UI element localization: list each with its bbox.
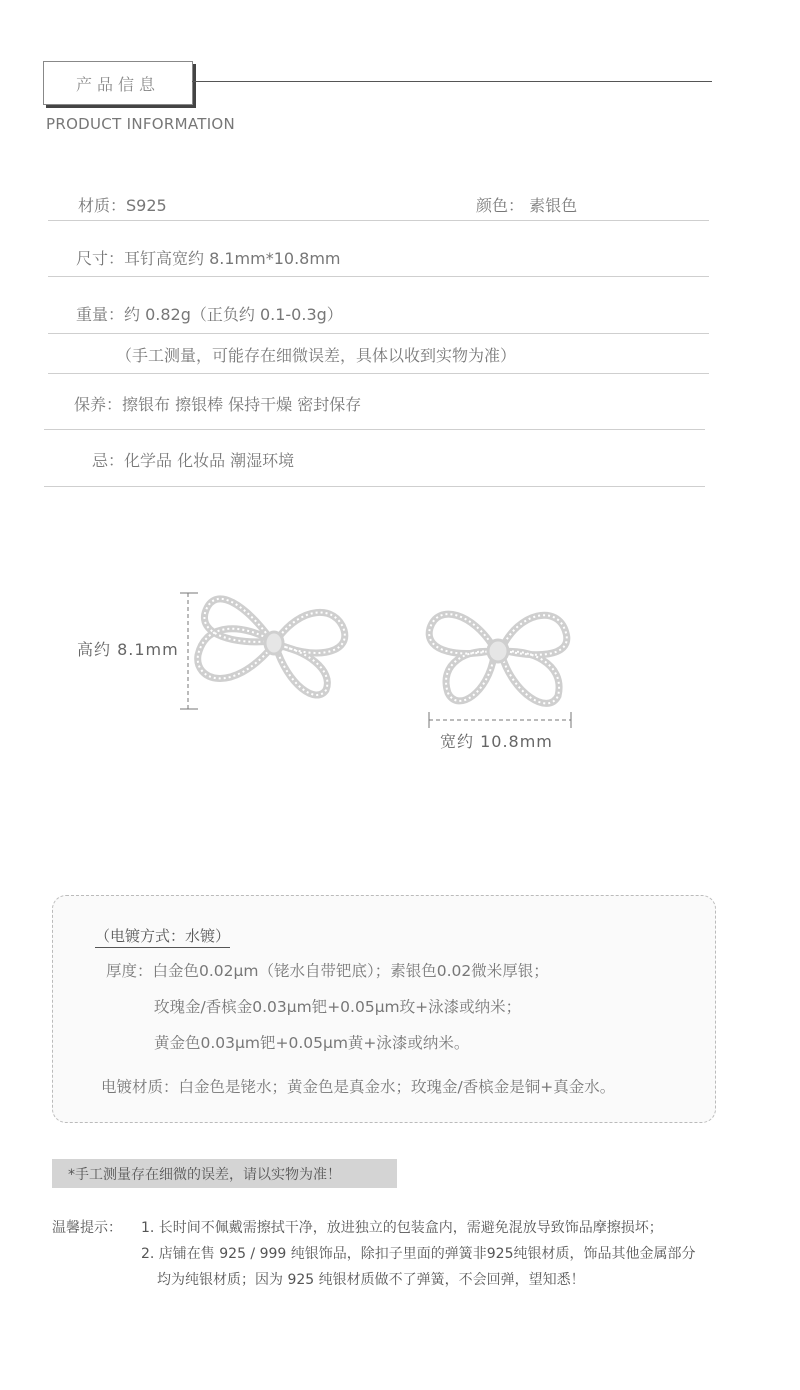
plating-title: （电镀方式：水镀）	[95, 925, 230, 948]
row-divider	[48, 276, 709, 277]
plating-material: 电镀材质：白金色是铑水；黄金色是真金水；玫瑰金/香槟金是铜+真金水。	[101, 1078, 616, 1096]
bow-earring-front-image	[418, 598, 578, 728]
measurement-note-text: *手工测量存在细微的误差，请以实物为准！	[68, 1166, 341, 1183]
spec-weight-note: （手工测量，可能存在细微误差，具体以收到实物为准）	[116, 346, 517, 365]
tip-item-2-cont: 均为纯银材质；因为 925 纯银材质做不了弹簧，不会回弹，望知悉！	[157, 1272, 585, 1288]
spec-weight: 重量：约 0.82g（正负约 0.1-0.3g）	[76, 305, 343, 324]
row-divider	[48, 373, 709, 374]
tip-item-1: 1. 长时间不佩戴需擦拭干净，放进独立的包装盒内，需避免混放导致饰品摩擦损坏；	[141, 1220, 663, 1236]
height-label: 高约 8.1mm	[77, 640, 179, 659]
spec-color: 颜色： 素银色	[476, 196, 578, 215]
spec-care: 保养：擦银布 擦银棒 保持干燥 密封保存	[74, 395, 362, 414]
plating-rose-gold: 玫瑰金/香槟金0.03μm钯+0.05μm玫+泳漆或纳米；	[154, 998, 522, 1016]
spec-avoid: 忌：化学品 化妆品 潮湿环境	[92, 451, 295, 470]
width-label: 宽约 10.8mm	[440, 732, 553, 751]
row-divider	[48, 333, 709, 334]
row-divider	[48, 220, 709, 221]
spec-material: 材质：S925	[78, 196, 167, 215]
row-divider	[44, 486, 705, 487]
measurement-note	[52, 1159, 397, 1188]
spec-size: 尺寸：耳钉高宽约 8.1mm*10.8mm	[76, 249, 341, 268]
section-title-box	[43, 61, 193, 105]
row-divider	[44, 429, 705, 430]
plating-gold: 黄金色0.03μm钯+0.05μm黄+泳漆或纳米。	[154, 1034, 470, 1052]
plating-thickness: 厚度：白金色0.02μm（铑水自带钯底）；素银色0.02微米厚银；	[106, 962, 549, 980]
section-subtitle: PRODUCT INFORMATION	[46, 115, 236, 133]
bow-earring-side-image	[176, 585, 356, 715]
section-title: 产品信息	[75, 74, 160, 94]
tips-label: 温馨提示：	[52, 1220, 122, 1236]
header-divider	[192, 81, 712, 82]
tip-item-2: 2. 店铺在售 925 / 999 纯银饰品，除扣子里面的弹簧非925纯银材质，饰品其他金属部分	[141, 1246, 696, 1262]
